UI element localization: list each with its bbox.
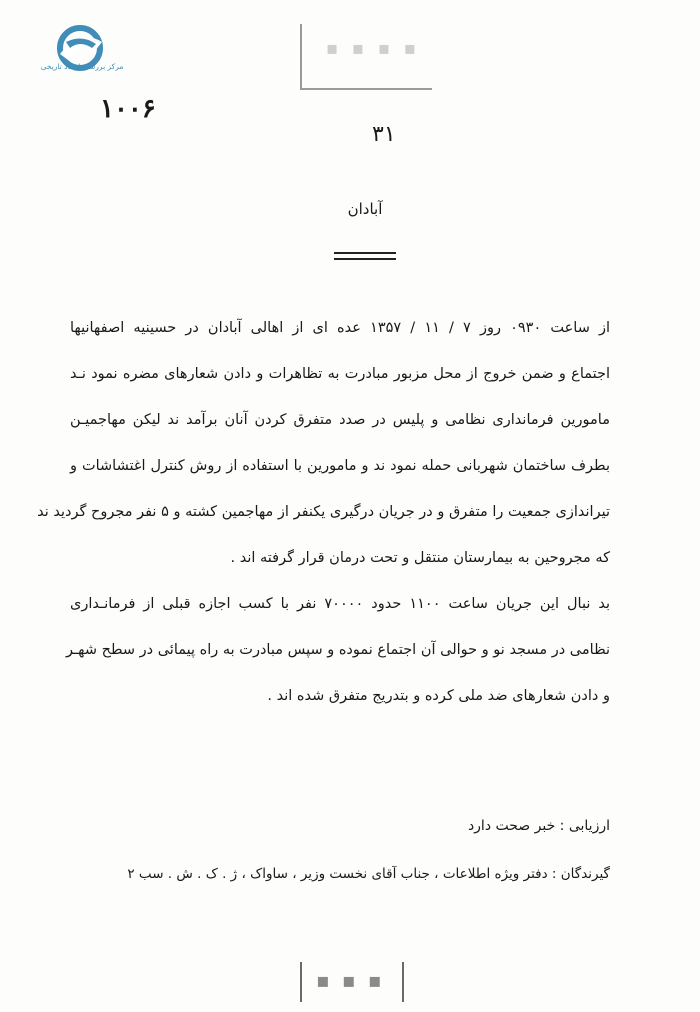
heading-underline <box>334 252 396 254</box>
body-line: از ساعت ۰۹۳۰ روز ۷ / ۱۱ / ۱۳۵۷ عده ای از اهالی آبادان در حسینیه اصفهانیها <box>70 320 611 336</box>
body-line: نظامی در مسجد نو و حوالی آن اجتماع نموده و سپس مبادرت به راه پیمائی در سطح شهـر <box>65 642 610 658</box>
body-line: تیراندازی جمعیت را متفرق و در جریان درگیری یکنفر از مهاجمین کشته و ۵ نفر مجروح گردید ند <box>37 504 610 520</box>
page-number: ۳۱ <box>372 122 396 147</box>
heading-underline <box>334 258 396 260</box>
body-line: اجتماع و ضمن خروج از محل مزبور مبادرت به تظاهرات و دادن شعارهای مضره نمود نـد <box>70 366 610 382</box>
body-line: بطرف ساختمان شهربانی حمله نمود ند و مامورین با استفاده از روش کنترل اغتشاشات و <box>70 458 610 474</box>
report-body <box>37 305 611 719</box>
recipients-line: گیرندگان : دفتر ویژه اطلاعات ، جناب آقای نخست وزیر ، ساواک ، ژ . ک . ش . سب ۲ <box>127 866 610 882</box>
body-line: مامورین فرمانداری نظامی و پلیس در صدد متفرق کردن آنان برآمد ند لیکن مهاجمیـن <box>70 412 610 428</box>
body-line: بد نبال این جریان ساعت ۱۱۰۰ حدود ۷۰۰۰۰ نفر با کسب اجازه قبلی از فرمانـدارى <box>70 596 611 612</box>
city-heading: آبادان <box>347 200 383 218</box>
body-line: که مجروحین به بیمارستان منتقل و تحت درمان قرار گرفته اند . <box>230 550 610 566</box>
stamp-faded-text: ▪ ▪ ▪ <box>316 968 385 992</box>
archive-logo <box>46 24 126 80</box>
body-line: و دادن شعارهای ضد ملی کرده و بتدریج متفرق شده اند . <box>267 688 610 704</box>
classification-stamp-top <box>300 24 432 90</box>
stamp-faded-text: ▪ ▪ ▪ ▪ <box>326 38 420 59</box>
classification-stamp-bottom <box>300 962 404 1002</box>
assessment-line: ارزیابی : خبر صحت دارد <box>467 818 610 834</box>
archive-logo-caption: مرکز بررسی اسناد تاریخی <box>40 62 124 71</box>
document-number: ۱۰۰۶ <box>100 94 156 124</box>
archive-logo-icon <box>46 24 126 80</box>
